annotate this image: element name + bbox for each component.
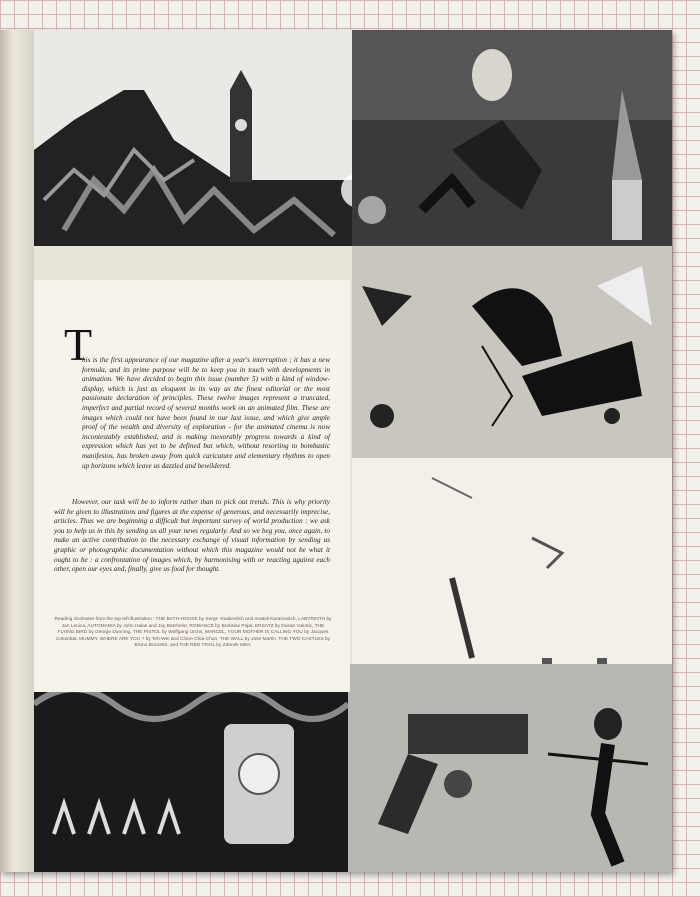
illustrations-caption: Reading clockwise from the top left illustration : THE BATH-HOUSE by Serge Youtkevitch and Anatoli Karanovitch, LABYRINTH by Jan Lenica, AUTOMANIA by John Halas and Joy Batchelor, ROMANCE by Bretislav Pojar, ERSATZ by Dusan Vukotic, THE FLYING BIRD by George Dunning, THE PISTOL by Wolfgang Urchs, MARCEL, YOUR MOTHER IS CALLING YOU by Jacques Colombat, MUMMY, WHERE ARE YOU ? by Teh-Wei and Chien-Chia-Chun, THE WALL by Jose Martin, THE TWO CASTLES by Bruno Bozzetto, and THE RED TRAIL by Zdenek Miler. <box>54 617 332 649</box>
magazine-page <box>0 30 672 872</box>
editorial-paragraph-1: his is the first appearance of our magazine after a year's interruption ; it has a new formula, and its prime purpose will be to keep you in touch with developments in animation. We have decided to begin this issue (number 5) with a kind of window-display, which is just as eloquent in its way as the finest editorial or the most passionate declaration of principles. These twelve images represent a truncated, imperfect and partial record of several months work on an animated film. These are images which could not have been found in our last issue, and which give ample proof of the wealth and diversity of exploration - for the animated cinema is now incontestably established, and is making inexorably progress towards a kind of expression which has yet to be defined but which, without resorting to bombastic manifestos, has broken away from quick caricature and elementary rhythms to open up horizons which leave us dazzled and bewildered. <box>82 356 330 470</box>
illustration-abstract-character <box>352 246 672 458</box>
page-fold-edge <box>0 30 34 872</box>
dropcap-letter: T <box>64 319 93 370</box>
illustration-pistol-violinist <box>348 664 672 872</box>
illustration-clock-tower-rubble <box>34 30 352 246</box>
editorial-paragraph-2: However, our task will be to inform rather than to pick out trends. This is why priority will be given to illustrations and figures at the expense of generous, and necessarily imprecise, articles. Thus we are beginning a difficult but important survey of world production : we ask you to help us in this by sending us all your news regularly. And so we beg you, once again, to make an active contribution to the necessary exchange of visual information by sending us graphic or photographic documentation without which this magazine would not be what it ought to be : a confrontation of images which, by harmonising with or reacting against each other, open our eyes and, finally, give us food for thought. <box>54 498 330 574</box>
editorial-text-column <box>34 280 350 692</box>
illustration-flying-bird <box>352 458 672 690</box>
illustration-dreaming-figure <box>352 30 672 246</box>
illustration-clock-parade <box>34 664 348 872</box>
